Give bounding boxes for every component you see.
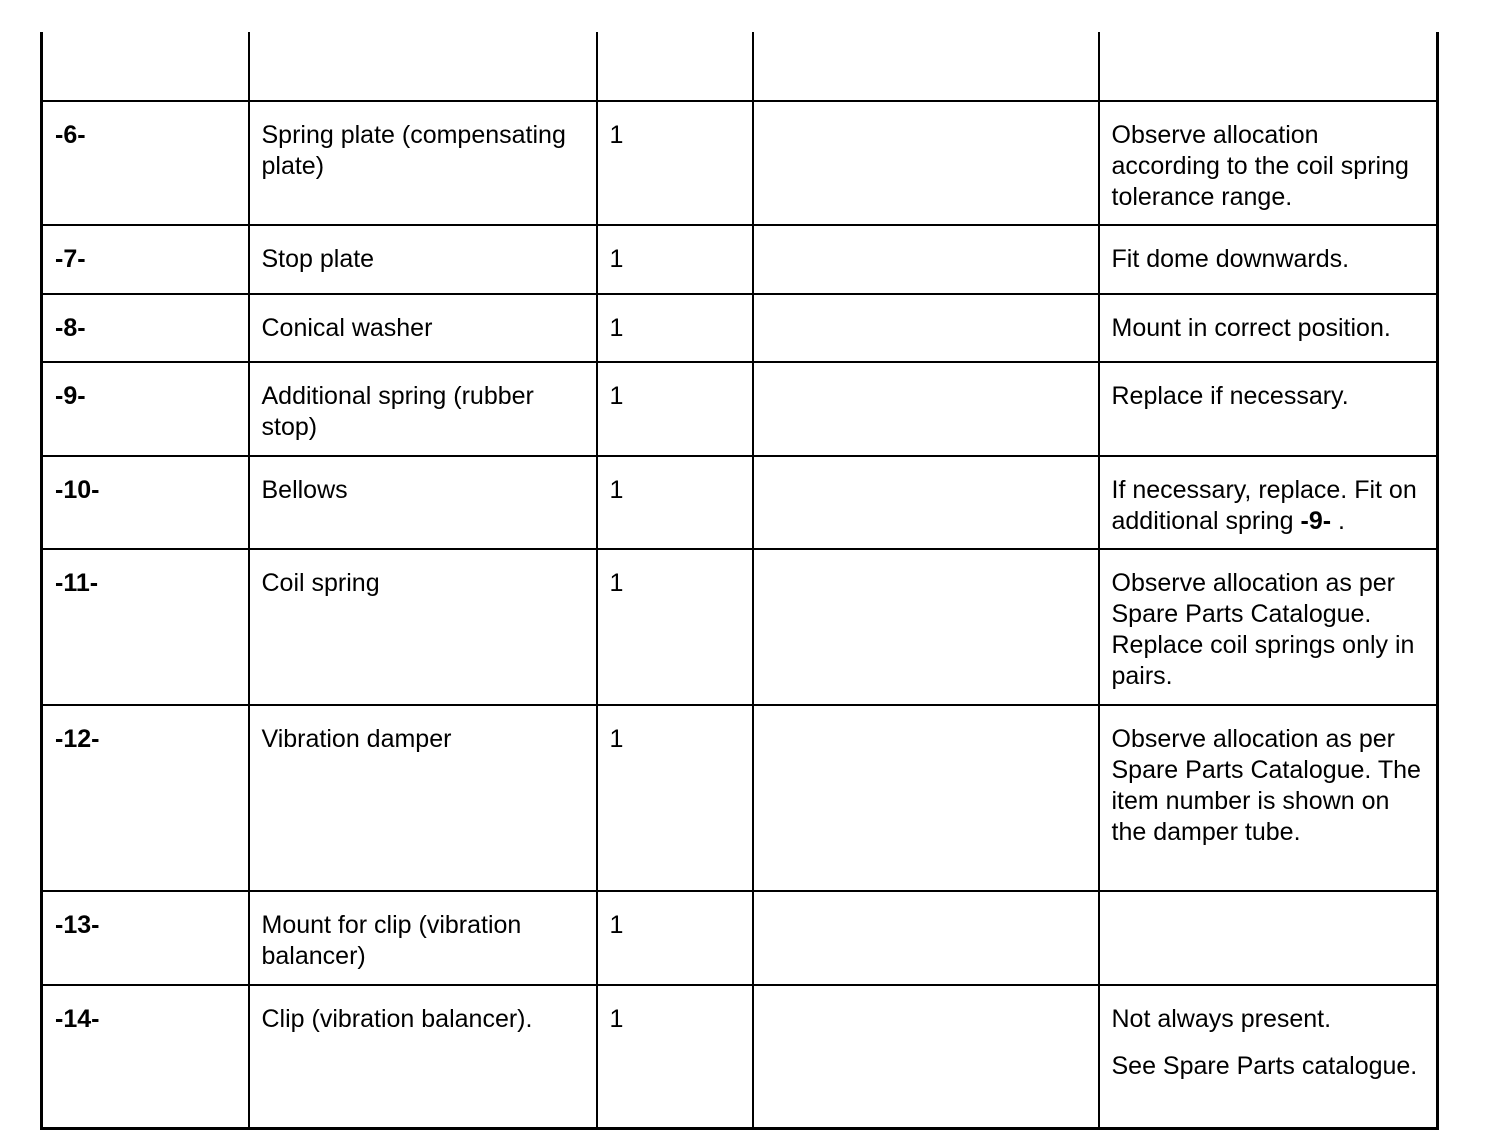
spec-cell xyxy=(753,891,1099,985)
note: Observe allocation according to the coil spring tolerance range. xyxy=(1099,101,1438,225)
part-name: Spring plate (compensating plate) xyxy=(249,101,597,225)
spec-cell xyxy=(753,294,1099,362)
part-name: Conical washer xyxy=(249,294,597,362)
note xyxy=(1099,985,1438,1128)
note: Observe allocation as per Spare Parts Catalogue. The item number is shown on the damper tube. xyxy=(1099,705,1438,891)
item-number: -9- xyxy=(42,362,249,456)
item-number: -12- xyxy=(42,705,249,891)
note-text: If necessary, replace. Fit on additional spring xyxy=(1111,476,1417,535)
table-row xyxy=(42,225,1438,294)
spec-cell xyxy=(753,362,1099,456)
part-name: Stop plate xyxy=(249,225,597,294)
item-cell xyxy=(42,32,249,101)
part-name: Bellows xyxy=(249,456,597,549)
quantity: 1 xyxy=(597,456,753,549)
quantity: 1 xyxy=(597,891,753,985)
table-row xyxy=(42,891,1438,985)
part-name: Additional spring (rubber stop) xyxy=(249,362,597,456)
item-number: -14- xyxy=(42,985,249,1128)
item-number: -8- xyxy=(42,294,249,362)
item-number: -6- xyxy=(42,101,249,225)
table-row xyxy=(42,456,1438,549)
table-row xyxy=(42,985,1438,1128)
quantity: 1 xyxy=(597,705,753,891)
note: Observe allocation as per Spare Parts Catalogue. Replace coil springs only in pairs. xyxy=(1099,549,1438,705)
part-name: Clip (vibration balancer). xyxy=(249,985,597,1128)
part-name: Coil spring xyxy=(249,549,597,705)
quantity: 1 xyxy=(597,985,753,1128)
quantity: 1 xyxy=(597,225,753,294)
item-number: -13- xyxy=(42,891,249,985)
quantity: 1 xyxy=(597,549,753,705)
parts-table xyxy=(40,32,1439,1130)
note: Fit dome downwards. xyxy=(1099,225,1438,294)
spec-cell xyxy=(753,985,1099,1128)
table-row xyxy=(42,362,1438,456)
table-row xyxy=(42,549,1438,705)
spec-cell xyxy=(753,456,1099,549)
note xyxy=(1099,891,1438,985)
table-row xyxy=(42,294,1438,362)
item-reference: -9- xyxy=(1300,507,1332,535)
spec-cell xyxy=(753,32,1099,101)
table-row xyxy=(42,101,1438,225)
table-row-continuation xyxy=(42,32,1438,101)
item-number: -10- xyxy=(42,456,249,549)
part-name: Vibration damper xyxy=(249,705,597,891)
note xyxy=(1099,456,1438,549)
name-cell xyxy=(249,32,597,101)
spec-cell xyxy=(753,549,1099,705)
item-number: -7- xyxy=(42,225,249,294)
note-text: Not always present. xyxy=(1111,1005,1332,1033)
qty-cell xyxy=(597,32,753,101)
note-cell xyxy=(1099,32,1438,101)
spec-cell xyxy=(753,101,1099,225)
item-number: -11- xyxy=(42,549,249,705)
spec-cell xyxy=(753,705,1099,891)
note-text-end: . xyxy=(1331,507,1345,535)
quantity: 1 xyxy=(597,294,753,362)
quantity: 1 xyxy=(597,101,753,225)
part-name: Mount for clip (vibration balancer) xyxy=(249,891,597,985)
table-row xyxy=(42,705,1438,891)
note: Replace if necessary. xyxy=(1099,362,1438,456)
note-text-second: See Spare Parts catalogue. xyxy=(1111,1052,1418,1080)
note: Mount in correct position. xyxy=(1099,294,1438,362)
spec-cell xyxy=(753,225,1099,294)
quantity: 1 xyxy=(597,362,753,456)
